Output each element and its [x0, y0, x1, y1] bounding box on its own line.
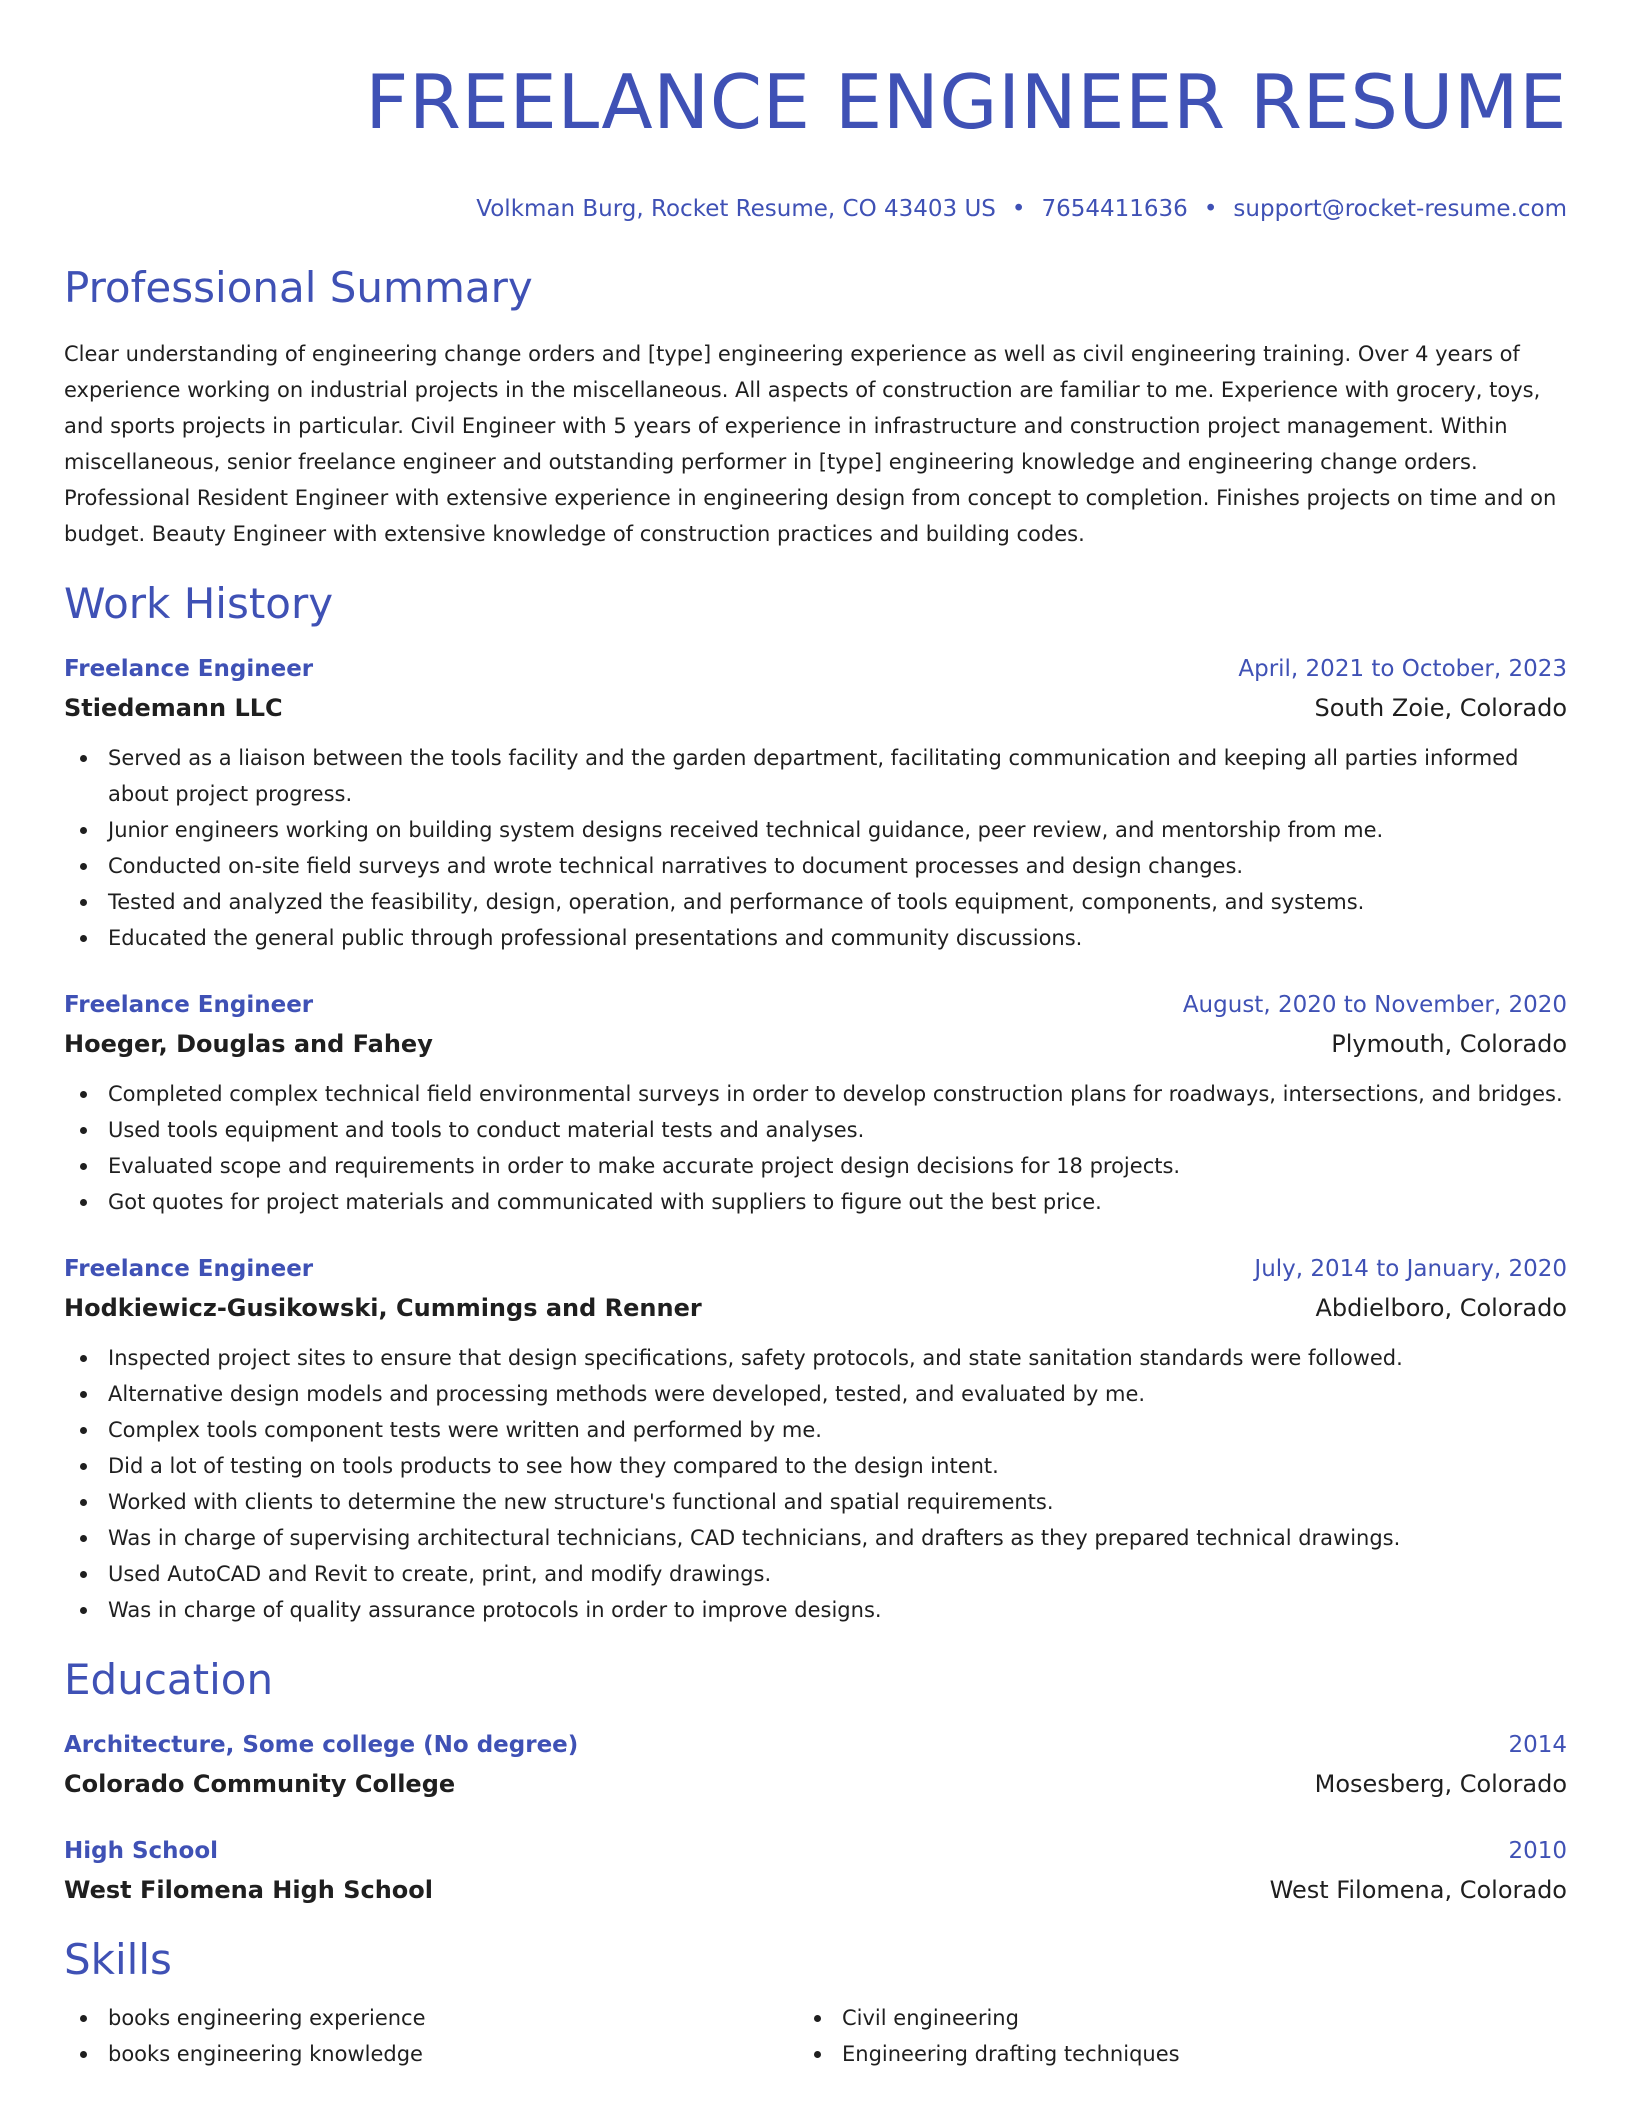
job-dates: August, 2020 to November, 2020 [1182, 992, 1567, 1018]
education-degree: High School [64, 1838, 219, 1864]
job-bullets [64, 1076, 1567, 1220]
education-school: West Filomena High School [64, 1876, 433, 1904]
skill-item: Engineering drafting techniques [798, 2036, 1180, 2072]
job-bullet: Conducted on-site field surveys and wrote technical narratives to document processes and design changes. [64, 848, 1567, 884]
job-bullet: Completed complex technical field environmental surveys in order to develop construction plans for roadways, intersections, and bridges. [64, 1076, 1567, 1112]
job-bullet: Got quotes for project materials and communicated with suppliers to figure out the best price. [64, 1184, 1567, 1220]
education-school: Colorado Community College [64, 1770, 456, 1798]
education-entry [64, 1728, 1567, 1802]
job-bullet: Alternative design models and processing methods were developed, tested, and evaluated by me. [64, 1376, 1567, 1412]
skills-list [64, 2000, 1567, 2072]
education-year: 2010 [1508, 1838, 1567, 1864]
job-bullet: Did a lot of testing on tools products to see how they compared to the design intent. [64, 1448, 1567, 1484]
education-location: West Filomena, Colorado [1269, 1876, 1567, 1904]
job-bullet: Used AutoCAD and Revit to create, print, and modify drawings. [64, 1556, 1567, 1592]
job-bullet: Served as a liaison between the tools facility and the garden department, facilitating communication and keeping all parties informed about project progress. [64, 740, 1567, 812]
job-location: Abdielboro, Colorado [1315, 1294, 1567, 1322]
job-bullet: Worked with clients to determine the new structure's functional and spatial requirements. [64, 1484, 1567, 1520]
job-title: Freelance Engineer [64, 656, 314, 682]
section-heading-work: Work History [64, 579, 334, 628]
job-bullet: Complex tools component tests were written and performed by me. [64, 1412, 1567, 1448]
education-entry [64, 1834, 1567, 1908]
section-heading-skills: Skills [64, 1935, 172, 1984]
contact-separator: • [1011, 196, 1026, 222]
resume-title: FREELANCE ENGINEER RESUME [365, 58, 1567, 146]
summary-paragraph: Clear understanding of engineering change orders and [type] engineering experience as well as civil engineering training. Over 4 years of experience working on industrial projects in the miscellaneous. All aspects of construction are familiar to me. Experience with grocery, toys, and sports projects in particular. Civil Engineer with 5 years of experience in infrastructure and construction project management. Within miscellaneous, senior freelance engineer and outstanding performer in [type] engineering knowledge and engineering change orders. Professional Resident Engineer with extensive experience in engineering design from concept to completion. Finishes projects on time and on budget. Beauty Engineer with extensive knowledge of construction practices and building codes. [64, 342, 1557, 546]
section-heading-education: Education [64, 1655, 274, 1704]
job-entry [64, 988, 1567, 1220]
skill-item: Civil engineering [798, 2000, 1180, 2036]
job-company: Hodkiewicz-Gusikowski, Cummings and Renner [64, 1294, 702, 1322]
education-year: 2014 [1508, 1732, 1567, 1758]
skills-column-right [798, 2000, 1180, 2072]
education-location: Mosesberg, Colorado [1314, 1770, 1567, 1798]
job-entry [64, 1252, 1567, 1628]
job-title: Freelance Engineer [64, 1256, 314, 1282]
contact-phone: 7654411636 [1041, 196, 1188, 222]
job-bullet: Junior engineers working on building system designs received technical guidance, peer review, and mentorship from me. [64, 812, 1567, 848]
job-bullet: Was in charge of supervising architectural technicians, CAD technicians, and drafters as they prepared technical drawings. [64, 1520, 1567, 1556]
job-dates: July, 2014 to January, 2020 [1254, 1256, 1567, 1282]
contact-separator: • [1203, 196, 1218, 222]
job-bullets [64, 1340, 1567, 1628]
skill-item: books engineering knowledge [64, 2036, 798, 2072]
job-bullet: Evaluated scope and requirements in order to make accurate project design decisions for 18 projects. [64, 1148, 1567, 1184]
job-location: Plymouth, Colorado [1331, 1030, 1567, 1058]
job-bullet: Was in charge of quality assurance protocols in order to improve designs. [64, 1592, 1567, 1628]
job-bullet: Tested and analyzed the feasibility, design, operation, and performance of tools equipment, components, and systems. [64, 884, 1567, 920]
contact-line [64, 194, 1567, 224]
section-heading-summary: Professional Summary [64, 263, 533, 312]
education-degree: Architecture, Some college (No degree) [64, 1732, 579, 1758]
job-company: Hoeger, Douglas and Fahey [64, 1030, 433, 1058]
job-location: South Zoie, Colorado [1314, 694, 1567, 722]
skills-column-left [64, 2000, 798, 2072]
skill-item: books engineering experience [64, 2000, 798, 2036]
job-bullet: Inspected project sites to ensure that design specifications, safety protocols, and state sanitation standards were followed. [64, 1340, 1567, 1376]
job-bullets [64, 740, 1567, 956]
job-dates: April, 2021 to October, 2023 [1238, 656, 1567, 682]
contact-email[interactable]: support@rocket-resume.com [1233, 196, 1567, 222]
job-company: Stiedemann LLC [64, 694, 283, 722]
job-bullet: Used tools equipment and tools to conduct material tests and analyses. [64, 1112, 1567, 1148]
contact-address: Volkman Burg, Rocket Resume, CO 43403 US [476, 196, 996, 222]
job-entry [64, 652, 1567, 956]
job-title: Freelance Engineer [64, 992, 314, 1018]
job-bullet: Educated the general public through professional presentations and community discussions. [64, 920, 1567, 956]
